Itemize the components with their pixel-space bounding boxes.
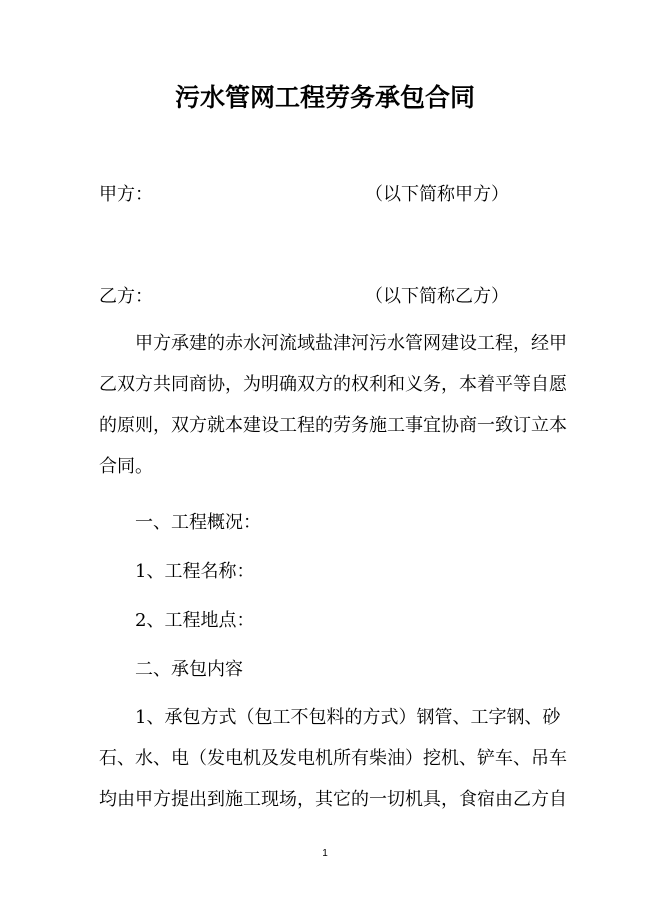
section1-item-project-location: 2、工程地点：: [135, 610, 255, 631]
intro-line: 甲方承建的赤水河流域盐津河污水管网建设工程，经甲: [135, 333, 567, 354]
page-number: 1: [322, 848, 328, 859]
section2-item1-line: 1、承包方式（包工不包料的方式）钢管、工字钢、砂: [135, 707, 561, 728]
intro-line: 的原则，双方就本建设工程的劳务施工事宜协商一致订立本: [99, 415, 567, 436]
intro-line: 合同。: [99, 456, 153, 477]
party-b-label: 乙方：: [99, 286, 153, 307]
document-title: 污水管网工程劳务承包合同: [174, 83, 475, 112]
section2-item1-line: 均由甲方提出到施工现场，其它的一切机具，食宿由乙方自: [99, 789, 567, 810]
section1-item-project-name: 1、工程名称：: [135, 561, 255, 582]
section2-item1-paragraph: [99, 697, 567, 820]
party-b-note: （以下简称乙方）: [365, 286, 509, 307]
party-a-note: （以下简称甲方）: [365, 184, 509, 205]
intro-paragraph: [99, 323, 567, 487]
section1-heading: 一、工程概况：: [135, 512, 261, 533]
intro-line: 乙双方共同商协，为明确双方的权利和义务，本着平等自愿: [99, 374, 567, 395]
party-a-label: 甲方：: [99, 184, 153, 205]
section2-heading: 二、承包内容: [135, 659, 243, 680]
section2-item1-line: 石、水、电（发电机及发电机所有柴油）挖机、铲车、吊车: [99, 748, 567, 769]
